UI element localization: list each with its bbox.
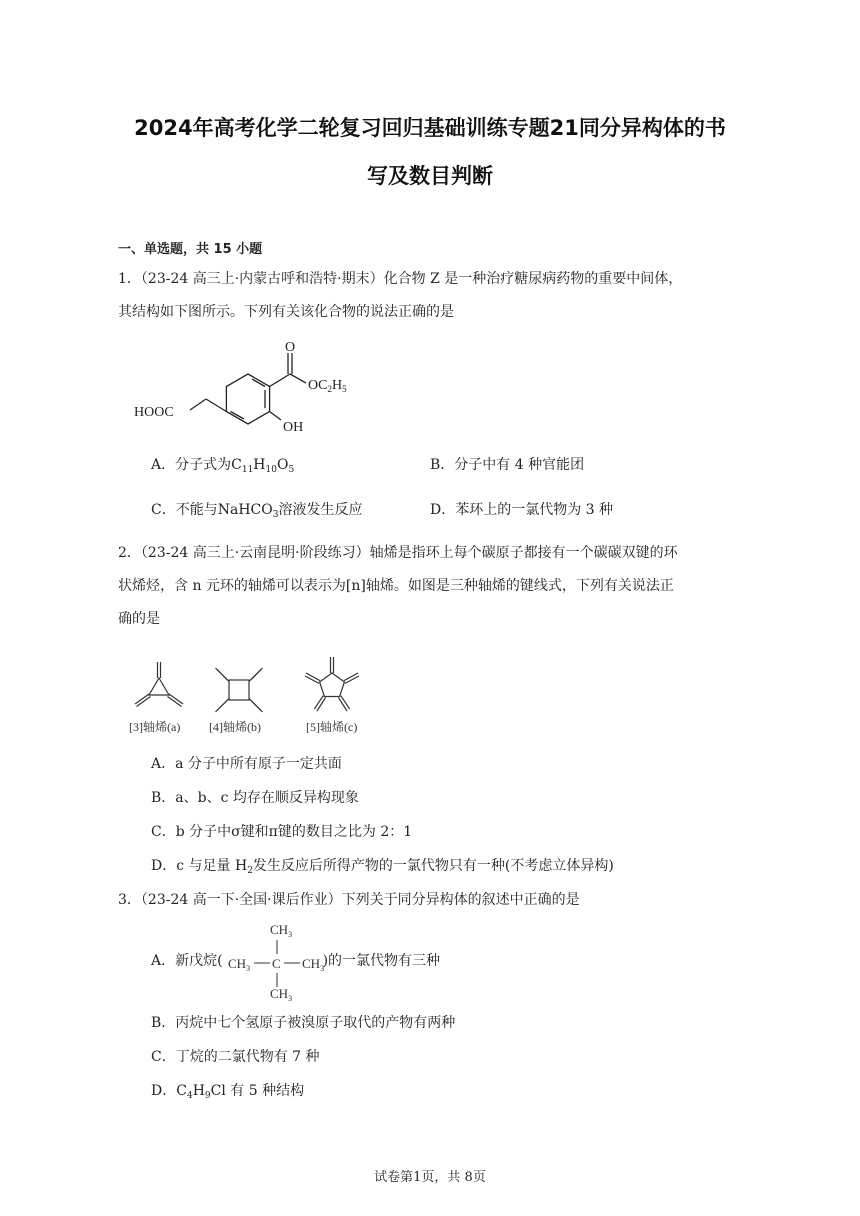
q3-d-suffix: Cl 有 5 种结构 bbox=[210, 1083, 305, 1099]
formula-top-sub: 3 bbox=[288, 930, 293, 939]
q1-option-c[interactable] bbox=[151, 500, 362, 525]
q3-d-c: C bbox=[176, 1083, 187, 1099]
q2-option-a[interactable]: A．a 分子中所有原子一定共面 bbox=[151, 756, 342, 772]
q3-option-c[interactable]: C．丁烷的二氯代物有 7 种 bbox=[151, 1049, 320, 1065]
q3-d-c-sub: 4 bbox=[186, 1091, 193, 1101]
q3-a-prefix: A．新戊烷( bbox=[151, 953, 223, 969]
formula-left-ch: CH bbox=[228, 956, 247, 971]
page-title-line-1: 2024年高考化学二轮复习回归基础训练专题21同分异构体的书 bbox=[134, 116, 726, 140]
q1-a-c: C bbox=[231, 457, 242, 473]
q1-c-chem-sub: 3 bbox=[272, 510, 279, 520]
q1-c-chem: NaHCO bbox=[217, 502, 273, 518]
svg-text:CH3 bbox=[302, 956, 324, 973]
section-heading: 一、单选题，共 15 小题 bbox=[118, 242, 263, 257]
page-footer: 试卷第1页，共 8页 bbox=[374, 1170, 486, 1185]
caption-axialene-b: [4]轴烯(b) bbox=[209, 720, 261, 734]
q1-option-c-prefix: C．不能与 bbox=[151, 502, 218, 518]
q2-d-prefix: D．c 与足量 H bbox=[151, 858, 248, 874]
q3-option-d[interactable] bbox=[151, 1081, 304, 1106]
q1-a-h-sub: 10 bbox=[265, 465, 277, 475]
ester-label-h: H bbox=[331, 378, 343, 393]
formula-center-c: C bbox=[272, 956, 281, 971]
q2-option-b[interactable]: B．a、b、c 均存在顺反异构现象 bbox=[151, 790, 359, 806]
q2-option-d[interactable] bbox=[151, 856, 614, 881]
q1-a-h: H bbox=[253, 457, 266, 473]
q1-a-c-sub: 11 bbox=[241, 465, 254, 475]
q3-d-h: H bbox=[192, 1083, 205, 1099]
hydroxyl-label: OH bbox=[283, 420, 304, 435]
q1-a-o: O bbox=[276, 457, 289, 473]
svg-text:CH3 bbox=[270, 922, 292, 939]
page-title-line-2: 写及数目判断 bbox=[367, 164, 493, 188]
q1-stem-line-1: 1．（23-24 高三上·内蒙古呼和浩特·期末）化合物 Z 是一种治疗糖尿病药物的重要中间体， bbox=[118, 271, 683, 287]
q2-stem-line-1: 2．（23-24 高三上·云南昆明·阶段练习）轴烯是指环上每个碳原子都接有一个碳碳双键的环 bbox=[118, 545, 678, 561]
caption-axialene-c: [5]轴烯(c) bbox=[306, 720, 358, 734]
q1-option-a[interactable] bbox=[151, 455, 294, 480]
q2-option-c[interactable]: C．b 分子中σ键和π键的数目之比为 2：1 bbox=[151, 824, 413, 840]
carbonyl-oxygen-label: O bbox=[285, 340, 296, 355]
q1-a-o-sub: 5 bbox=[288, 465, 295, 475]
q1-c-suffix: 溶液发生反应 bbox=[278, 502, 363, 518]
q1-structure-diagram bbox=[130, 336, 370, 438]
ester-label-sub1: 2 bbox=[327, 384, 332, 394]
formula-right-sub: 3 bbox=[320, 964, 325, 973]
formula-bottom-sub: 3 bbox=[288, 994, 293, 1003]
q1-stem-line-2: 其结构如下图所示。下列有关该化合物的说法正确的是 bbox=[118, 304, 454, 320]
q1-option-d[interactable]: D．苯环上的一氯代物为 3 种 bbox=[430, 502, 614, 518]
svg-text:OC2H5 bbox=[308, 378, 347, 394]
svg-text:CH3 bbox=[270, 986, 292, 1003]
formula-left-sub: 3 bbox=[246, 964, 251, 973]
q2-stem-line-3: 确的是 bbox=[118, 611, 160, 627]
svg-text:CH3 bbox=[228, 956, 250, 973]
q1-option-a-prefix: A．分子式为 bbox=[151, 457, 232, 473]
q3-option-b[interactable]: B．丙烷中七个氢原子被溴原子取代的产物有两种 bbox=[151, 1015, 456, 1031]
q2-d-sub: 2 bbox=[247, 866, 253, 876]
q2-stem-line-2: 状烯烃，含 n 元环的轴烯可以表示为[n]轴烯。如图是三种轴烯的键线式，下列有关说法正 bbox=[118, 578, 674, 594]
q2-d-suffix: 发生反应后所得产物的一氯代物只有一种(不考虑立体异构) bbox=[252, 858, 614, 874]
formula-top-ch: CH bbox=[270, 922, 289, 937]
q3-d-label: D． bbox=[151, 1083, 177, 1099]
q2-axialene-diagrams bbox=[125, 640, 395, 740]
caption-axialene-a: [3]轴烯(a) bbox=[129, 720, 181, 734]
neopentane-formula bbox=[226, 918, 330, 1004]
q3-stem: 3．（23-24 高一下·全国·课后作业）下列关于同分异构体的叙述中正确的是 bbox=[118, 892, 580, 908]
ester-label-oc: OC bbox=[308, 378, 328, 393]
formula-bottom-ch: CH bbox=[270, 986, 289, 1001]
q3-d-h-sub: 9 bbox=[204, 1091, 211, 1101]
acid-group-label: HOOC bbox=[134, 405, 174, 420]
formula-right-ch: CH bbox=[302, 956, 321, 971]
ester-label-sub2: 5 bbox=[342, 384, 347, 394]
q1-option-b[interactable]: B．分子中有 4 种官能团 bbox=[430, 457, 585, 473]
q3-a-suffix: )的一氯代物有三种 bbox=[322, 953, 441, 969]
